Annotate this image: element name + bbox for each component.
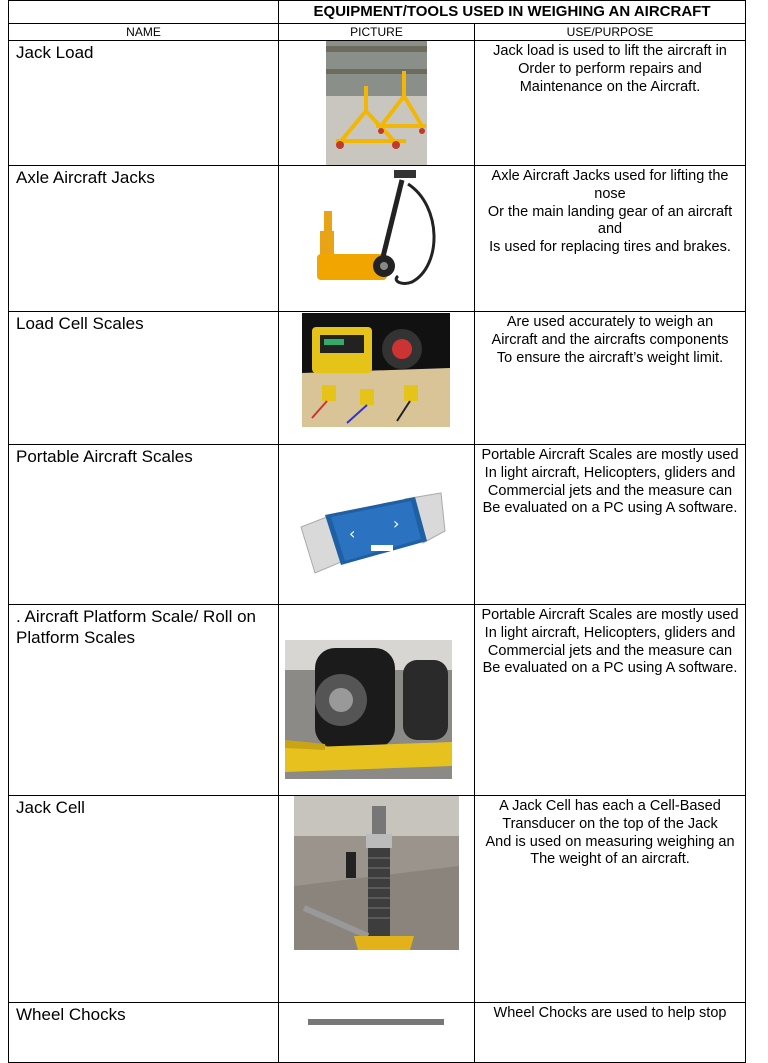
table-row	[9, 445, 746, 605]
picture-cell	[279, 166, 475, 312]
svg-text:›: ›	[393, 514, 400, 533]
equipment-name: Axle Aircraft Jacks	[9, 166, 279, 312]
table-row	[9, 166, 746, 312]
platform-scale-image	[285, 640, 452, 779]
table-row	[9, 1003, 746, 1063]
use-line: A Jack Cell has each a Cell-Based	[499, 798, 721, 814]
use-line: Are used accurately to weigh an	[506, 314, 714, 330]
table-row	[9, 796, 746, 1003]
use-cell	[475, 41, 746, 166]
use-line: Portable Aircraft Scales are mostly used	[481, 447, 739, 463]
header-name: NAME	[9, 24, 279, 41]
equipment-name: Portable Aircraft Scales	[9, 445, 279, 605]
table-row	[9, 605, 746, 796]
use-cell	[475, 445, 746, 605]
picture-cell	[279, 445, 475, 605]
header-use: USE/PURPOSE	[475, 24, 746, 41]
use-line: Order to perform repairs and	[518, 60, 702, 77]
equipment-name: . Aircraft Platform Scale/ Roll on Platform Scales	[9, 605, 279, 796]
use-line: Axle Aircraft Jacks used for lifting the nose	[491, 168, 729, 202]
picture-cell	[279, 41, 475, 166]
table-title: EQUIPMENT/TOOLS USED IN WEIGHING AN AIRCRAFT	[279, 1, 746, 24]
equipment-name: Jack Cell	[9, 796, 279, 1003]
use-cell	[475, 605, 746, 796]
title-row	[9, 1, 746, 24]
use-line: Be evaluated on a PC using A software.	[482, 500, 738, 517]
equipment-table	[8, 0, 746, 1063]
load-cell-image	[302, 313, 450, 427]
picture-cell	[279, 1003, 475, 1063]
use-line: Portable Aircraft Scales are mostly used	[481, 607, 739, 623]
use-line: Or the main landing gear of an aircraft and	[487, 203, 733, 238]
header-picture: PICTURE	[279, 24, 475, 41]
use-line: Is used for replacing tires and brakes.	[489, 239, 731, 256]
use-cell	[475, 1003, 746, 1063]
jack-cell-image	[294, 796, 459, 950]
equipment-name: Jack Load	[9, 41, 279, 166]
use-cell	[475, 166, 746, 312]
equipment-name: Wheel Chocks	[9, 1003, 279, 1063]
use-line: And is used on measuring weighing an	[485, 833, 735, 850]
use-line: Commercial jets and the measure can	[487, 642, 733, 659]
use-line: Commercial jets and the measure can	[487, 482, 733, 499]
use-line: In light aircraft, Helicopters, gliders and	[484, 464, 736, 481]
use-line: The weight of an aircraft.	[530, 851, 690, 868]
picture-cell	[279, 796, 475, 1003]
svg-text:‹: ‹	[349, 524, 356, 543]
axle-jack-image	[312, 166, 442, 292]
use-line: Wheel Chocks are used to help stop	[493, 1005, 727, 1021]
use-line: In light aircraft, Helicopters, gliders and	[484, 624, 736, 641]
wheel-chocks-image	[308, 1019, 444, 1025]
use-cell	[475, 796, 746, 1003]
use-line: Aircraft and the aircrafts components	[491, 331, 729, 348]
use-cell	[475, 312, 746, 445]
use-line: Transducer on the top of the Jack	[502, 815, 718, 832]
jack-load-image	[326, 41, 427, 165]
picture-cell	[279, 605, 475, 796]
use-line: Be evaluated on a PC using A software.	[482, 660, 738, 677]
table-row	[9, 41, 746, 166]
equipment-name: Load Cell Scales	[9, 312, 279, 445]
picture-cell	[279, 312, 475, 445]
use-line: To ensure the aircraft’s weight limit.	[496, 349, 724, 366]
portable-scale-image	[297, 491, 447, 581]
use-line: Jack load is used to lift the aircraft in	[493, 43, 727, 59]
use-line: Maintenance on the Aircraft.	[519, 78, 701, 95]
header-row	[9, 24, 746, 41]
table-row	[9, 312, 746, 445]
